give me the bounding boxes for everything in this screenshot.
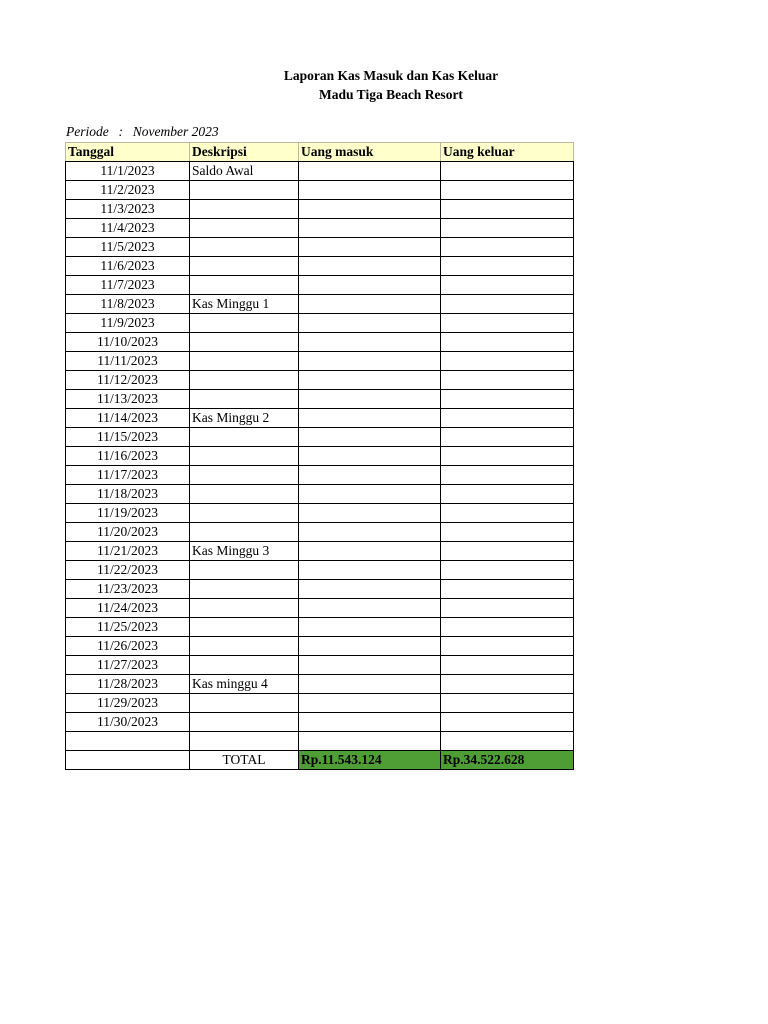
description-cell	[190, 523, 299, 542]
uang-keluar-cell	[441, 219, 574, 238]
uang-masuk-cell	[299, 409, 441, 428]
uang-masuk-cell	[299, 428, 441, 447]
date-cell: 11/27/2023	[66, 656, 190, 675]
table-row	[66, 599, 574, 618]
table-row	[66, 162, 574, 181]
uang-masuk-cell	[299, 580, 441, 599]
table-row	[66, 390, 574, 409]
table-body	[66, 162, 574, 751]
uang-masuk-cell	[299, 390, 441, 409]
total-spacer-cell	[66, 751, 190, 770]
uang-keluar-cell	[441, 200, 574, 219]
uang-keluar-cell	[441, 428, 574, 447]
date-cell: 11/22/2023	[66, 561, 190, 580]
uang-keluar-cell	[441, 713, 574, 732]
date-cell: 11/17/2023	[66, 466, 190, 485]
uang-keluar-cell	[441, 580, 574, 599]
date-cell: 11/21/2023	[66, 542, 190, 561]
date-cell: 11/26/2023	[66, 637, 190, 656]
table-row	[66, 333, 574, 352]
date-cell: 11/2/2023	[66, 181, 190, 200]
table-row	[66, 694, 574, 713]
date-cell: 11/10/2023	[66, 333, 190, 352]
date-cell: 11/15/2023	[66, 428, 190, 447]
uang-keluar-cell	[441, 542, 574, 561]
date-cell: 11/23/2023	[66, 580, 190, 599]
description-cell	[190, 333, 299, 352]
date-cell: 11/11/2023	[66, 352, 190, 371]
uang-keluar-cell	[441, 257, 574, 276]
description-cell	[190, 238, 299, 257]
description-cell	[190, 314, 299, 333]
uang-keluar-cell	[441, 523, 574, 542]
table-row	[66, 371, 574, 390]
date-cell: 11/3/2023	[66, 200, 190, 219]
date-cell: 11/9/2023	[66, 314, 190, 333]
description-cell	[190, 257, 299, 276]
description-cell	[190, 732, 299, 751]
table-row	[66, 542, 574, 561]
table-row	[66, 314, 574, 333]
date-cell: 11/28/2023	[66, 675, 190, 694]
date-cell: 11/8/2023	[66, 295, 190, 314]
uang-keluar-cell	[441, 656, 574, 675]
date-cell: 11/24/2023	[66, 599, 190, 618]
date-cell: 11/14/2023	[66, 409, 190, 428]
table-row	[66, 276, 574, 295]
uang-keluar-cell	[441, 599, 574, 618]
uang-keluar-cell	[441, 447, 574, 466]
table-row	[66, 656, 574, 675]
uang-masuk-cell	[299, 732, 441, 751]
table-row	[66, 466, 574, 485]
uang-masuk-cell	[299, 295, 441, 314]
table-row	[66, 219, 574, 238]
uang-keluar-cell	[441, 276, 574, 295]
uang-masuk-cell	[299, 181, 441, 200]
date-cell: 11/20/2023	[66, 523, 190, 542]
table-header-row	[66, 143, 574, 162]
uang-keluar-cell	[441, 561, 574, 580]
date-cell: 11/12/2023	[66, 371, 190, 390]
table-row	[66, 637, 574, 656]
table-row	[66, 295, 574, 314]
uang-keluar-cell	[441, 295, 574, 314]
uang-keluar-cell	[441, 314, 574, 333]
periode-value: November 2023	[132, 124, 219, 139]
header-uang-keluar: Uang keluar	[441, 143, 574, 162]
date-cell: 11/29/2023	[66, 694, 190, 713]
description-cell	[190, 371, 299, 390]
uang-keluar-cell	[441, 675, 574, 694]
uang-keluar-cell	[441, 618, 574, 637]
uang-masuk-cell	[299, 276, 441, 295]
table-row	[66, 409, 574, 428]
table-row	[66, 181, 574, 200]
date-cell: 11/30/2023	[66, 713, 190, 732]
date-cell: 11/16/2023	[66, 447, 190, 466]
description-cell	[190, 656, 299, 675]
uang-masuk-cell	[299, 333, 441, 352]
uang-keluar-cell	[441, 732, 574, 751]
periode-line	[66, 123, 219, 141]
uang-keluar-cell	[441, 333, 574, 352]
uang-masuk-cell	[299, 523, 441, 542]
table-row	[66, 618, 574, 637]
uang-keluar-cell	[441, 162, 574, 181]
uang-masuk-cell	[299, 200, 441, 219]
description-cell	[190, 466, 299, 485]
uang-masuk-cell	[299, 371, 441, 390]
date-cell: 11/5/2023	[66, 238, 190, 257]
table-row	[66, 523, 574, 542]
uang-masuk-cell	[299, 257, 441, 276]
date-cell: 11/19/2023	[66, 504, 190, 523]
table-row	[66, 732, 574, 751]
table-row	[66, 257, 574, 276]
date-cell	[66, 732, 190, 751]
cash-report-table	[65, 142, 574, 770]
periode-label: Periode	[66, 124, 109, 139]
table-row	[66, 447, 574, 466]
periode-separator: :	[118, 124, 123, 139]
table-row	[66, 713, 574, 732]
header-tanggal: Tanggal	[66, 143, 190, 162]
header-uang-masuk: Uang masuk	[299, 143, 441, 162]
uang-keluar-cell	[441, 466, 574, 485]
table-row	[66, 238, 574, 257]
table-row	[66, 675, 574, 694]
uang-keluar-cell	[441, 694, 574, 713]
description-cell	[190, 428, 299, 447]
table-row	[66, 561, 574, 580]
uang-keluar-cell	[441, 637, 574, 656]
description-cell	[190, 618, 299, 637]
table-row	[66, 580, 574, 599]
table-row	[66, 352, 574, 371]
uang-masuk-cell	[299, 219, 441, 238]
uang-keluar-cell	[441, 352, 574, 371]
uang-masuk-cell	[299, 561, 441, 580]
table-row	[66, 200, 574, 219]
date-cell: 11/6/2023	[66, 257, 190, 276]
uang-masuk-cell	[299, 675, 441, 694]
date-cell: 11/13/2023	[66, 390, 190, 409]
date-cell: 11/4/2023	[66, 219, 190, 238]
description-cell	[190, 352, 299, 371]
uang-masuk-cell	[299, 656, 441, 675]
uang-masuk-cell	[299, 314, 441, 333]
total-label: TOTAL	[190, 751, 299, 770]
uang-masuk-cell	[299, 599, 441, 618]
description-cell: Saldo Awal	[190, 162, 299, 181]
uang-keluar-cell	[441, 238, 574, 257]
uang-keluar-cell	[441, 485, 574, 504]
description-cell	[190, 713, 299, 732]
description-cell	[190, 276, 299, 295]
description-cell	[190, 504, 299, 523]
table-row	[66, 428, 574, 447]
uang-keluar-cell	[441, 181, 574, 200]
uang-masuk-cell	[299, 542, 441, 561]
date-cell: 11/1/2023	[66, 162, 190, 181]
uang-keluar-cell	[441, 409, 574, 428]
uang-keluar-cell	[441, 390, 574, 409]
uang-masuk-cell	[299, 637, 441, 656]
total-uang-keluar: Rp.34.522.628	[441, 751, 574, 770]
description-cell	[190, 219, 299, 238]
uang-masuk-cell	[299, 694, 441, 713]
uang-masuk-cell	[299, 466, 441, 485]
uang-masuk-cell	[299, 162, 441, 181]
uang-masuk-cell	[299, 352, 441, 371]
date-cell: 11/18/2023	[66, 485, 190, 504]
description-cell	[190, 200, 299, 219]
description-cell: Kas Minggu 1	[190, 295, 299, 314]
table-row	[66, 504, 574, 523]
uang-masuk-cell	[299, 447, 441, 466]
report-subtitle: Madu Tiga Beach Resort	[319, 87, 463, 102]
total-uang-masuk: Rp.11.543.124	[299, 751, 441, 770]
description-cell: Kas Minggu 2	[190, 409, 299, 428]
uang-keluar-cell	[441, 504, 574, 523]
uang-keluar-cell	[441, 371, 574, 390]
uang-masuk-cell	[299, 485, 441, 504]
date-cell: 11/25/2023	[66, 618, 190, 637]
description-cell: Kas Minggu 3	[190, 542, 299, 561]
description-cell	[190, 637, 299, 656]
description-cell	[190, 390, 299, 409]
description-cell	[190, 580, 299, 599]
uang-masuk-cell	[299, 618, 441, 637]
description-cell	[190, 485, 299, 504]
uang-masuk-cell	[299, 713, 441, 732]
uang-masuk-cell	[299, 504, 441, 523]
uang-masuk-cell	[299, 238, 441, 257]
description-cell	[190, 561, 299, 580]
description-cell	[190, 599, 299, 618]
date-cell: 11/7/2023	[66, 276, 190, 295]
total-row	[66, 751, 574, 770]
table-row	[66, 485, 574, 504]
description-cell: Kas minggu 4	[190, 675, 299, 694]
header-deskripsi: Deskripsi	[190, 143, 299, 162]
description-cell	[190, 694, 299, 713]
description-cell	[190, 447, 299, 466]
report-title: Laporan Kas Masuk dan Kas Keluar	[283, 68, 499, 83]
description-cell	[190, 181, 299, 200]
